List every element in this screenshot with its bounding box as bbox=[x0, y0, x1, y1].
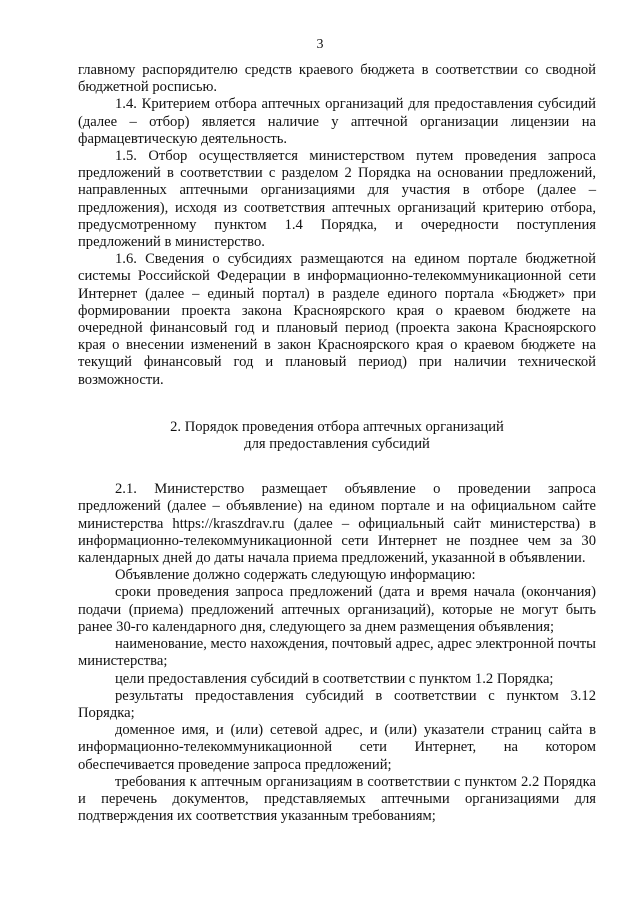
paragraph-1-4: 1.4. Критерием отбора аптечных организаций для предоставления субсидий (далее – отбор) является наличие у аптечной организации лицензии на фармацевтическую деятельность. bbox=[78, 96, 596, 147]
list-item-subsidy-goals: цели предоставления субсидий в соответствии с пунктом 1.2 Порядка; bbox=[115, 670, 554, 687]
list-item-domain-name: доменное имя, и (или) сетевой адрес, и (или) указатели страниц сайта в информационно-телекоммуникационной сети Интернет, на котором обеспечивается проведение запроса предложений; bbox=[78, 722, 596, 773]
paragraph-2-1: 2.1. Министерство размещает объявление о проведении запроса предложений (далее – объявление) на едином портале и на официальном сайте министерства https://kraszdrav.ru (далее – официальный сайт министерства) в информационно-телекоммуникационной сети Интернет не позднее чем за 30 календарных дней до даты начала приема предложений, указанной в объявлении. bbox=[78, 481, 596, 567]
paragraph-1-5: 1.5. Отбор осуществляется министерством путем проведения запроса предложений в соответствии с разделом 2 Порядка на основании предложений, направленных аптечными организациями для участия в отборе (далее – предложения), исходя из соответствия аптечных организаций критерию отбора, предусмотренному пунктом 1.4 Порядка, и очередности поступления предложений в министерство. bbox=[78, 148, 596, 251]
list-item-ministry-contacts: наименование, место нахождения, почтовый адрес, адрес электронной почты министерства; bbox=[78, 636, 596, 670]
section-heading-line-1: 2. Порядок проведения отбора аптечных организаций bbox=[170, 418, 504, 435]
document-body bbox=[78, 62, 596, 825]
list-item-deadlines: сроки проведения запроса предложений (дата и время начала (окончания) подачи (приема) предложений аптечных организаций), которые не могут быть ранее 30-го календарного дня, следующего за днем размещения объявления; bbox=[78, 584, 596, 635]
list-item-subsidy-results: результаты предоставления субсидий в соответствии с пунктом 3.12 Порядка; bbox=[78, 687, 596, 721]
section-heading-line-2: для предоставления субсидий bbox=[244, 436, 430, 453]
section-heading bbox=[78, 419, 596, 453]
list-item-requirements: требования к аптечным организациям в соответствии с пунктом 2.2 Порядка и перечень документов, представляемых аптечными организациями для подтверждения их соответствия указанным требованиям; bbox=[78, 773, 596, 825]
paragraph-continuation: главному распорядителю средств краевого бюджета в соответствии со сводной бюджетной росписью. bbox=[78, 62, 596, 96]
paragraph-announcement-intro: Объявление должно содержать следующую информацию: bbox=[115, 567, 476, 584]
paragraph-1-6: 1.6. Сведения о субсидиях размещаются на едином портале бюджетной системы Российской Федерации в информационно-телекоммуникационной сети Интернет (далее – единый портал) в разделе единого портала «Бюджет» при формировании проекта закона Красноярского края о краевом бюджете на очередной финансовый год и плановый период (проекта закона Красноярского края о внесении изменений в закон Красноярского края о краевом бюджете на текущий финансовый год и плановый период) при наличии технической возможности. bbox=[78, 251, 596, 388]
page-number: 3 bbox=[316, 37, 324, 52]
